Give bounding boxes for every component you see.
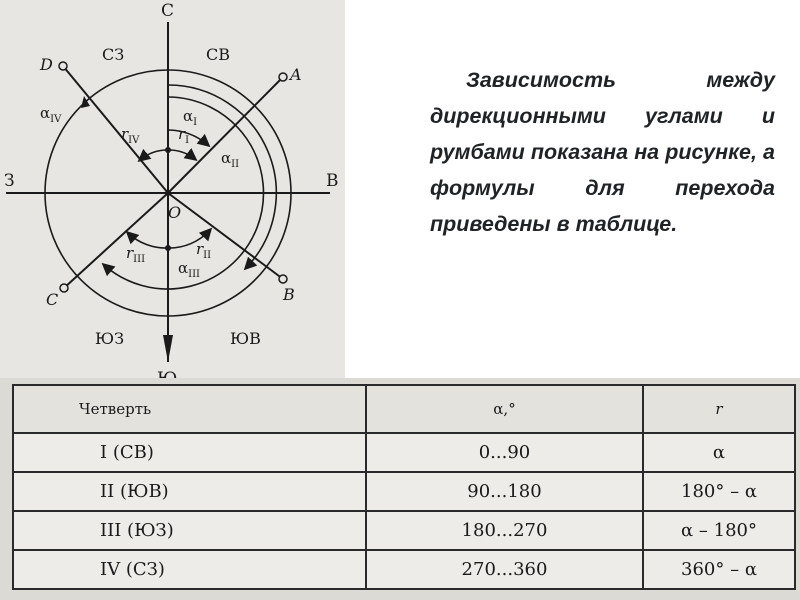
label-alpha-1: $\alpha_I$ bbox=[183, 107, 198, 128]
label-alpha-3: $\alpha_{III}$ bbox=[178, 259, 200, 280]
header-r: r bbox=[643, 385, 795, 433]
r-4-arc bbox=[140, 150, 168, 160]
label-r-1: $r_I$ bbox=[178, 125, 190, 146]
label-alpha-4: $\alpha_{IV}$ bbox=[40, 104, 62, 125]
label-quadrant-ne: СВ bbox=[206, 45, 230, 64]
point-b bbox=[279, 275, 287, 283]
conversion-table bbox=[12, 384, 796, 590]
label-point-a: A bbox=[290, 65, 302, 84]
cell-alpha: 90...180 bbox=[366, 472, 643, 511]
cell-r: α – 180° bbox=[643, 511, 795, 550]
header-alpha: α,° bbox=[366, 385, 643, 433]
label-r-2: $r_{II}$ bbox=[196, 240, 212, 261]
center-point bbox=[165, 190, 171, 196]
label-point-b: B bbox=[283, 285, 295, 304]
label-quadrant-nw: СЗ bbox=[102, 45, 125, 64]
cell-alpha: 270...360 bbox=[366, 550, 643, 589]
label-quadrant-sw: ЮЗ bbox=[95, 329, 125, 348]
cell-alpha: 180...270 bbox=[366, 511, 643, 550]
point-a bbox=[279, 73, 287, 81]
r-1-arc bbox=[168, 150, 195, 159]
point-c bbox=[60, 284, 68, 292]
label-west: З bbox=[4, 171, 15, 191]
table-row bbox=[13, 433, 795, 472]
label-east: В bbox=[326, 171, 339, 191]
caption-text: Зависимость между дирекционными углами и румбами показана на рисунке, а формулы для перехода приведены в таблице. bbox=[430, 68, 775, 236]
conversion-table-panel bbox=[0, 378, 800, 600]
point-d bbox=[59, 62, 67, 70]
south-arrow-icon bbox=[163, 335, 173, 362]
r-2-arc bbox=[168, 230, 210, 248]
label-point-d: D bbox=[40, 55, 53, 74]
header-quarter: Четверть bbox=[13, 385, 366, 433]
label-north: С bbox=[161, 1, 175, 21]
table-row bbox=[13, 472, 795, 511]
cell-r: α bbox=[643, 433, 795, 472]
label-alpha-2: $\alpha_{II}$ bbox=[221, 149, 240, 170]
label-center-o: O bbox=[168, 203, 182, 222]
cell-quarter: IV (СЗ) bbox=[13, 550, 366, 589]
r-3-arc bbox=[128, 233, 168, 248]
cell-r: 180° – α bbox=[643, 472, 795, 511]
table-row bbox=[13, 550, 795, 589]
cell-r: 360° – α bbox=[643, 550, 795, 589]
direction-angle-diagram bbox=[0, 0, 345, 395]
cell-quarter: III (ЮЗ) bbox=[13, 511, 366, 550]
cell-alpha: 0...90 bbox=[366, 433, 643, 472]
cell-quarter: I (СВ) bbox=[13, 433, 366, 472]
diagram-panel bbox=[0, 0, 345, 395]
r-top-point bbox=[165, 147, 171, 153]
table-row bbox=[13, 511, 795, 550]
label-r-3: $r_{III}$ bbox=[126, 244, 146, 265]
label-r-4: $r_{IV}$ bbox=[121, 125, 140, 146]
r-bottom-point bbox=[165, 245, 171, 251]
label-quadrant-se: ЮВ bbox=[230, 329, 261, 348]
label-point-c: C bbox=[46, 290, 59, 309]
table-header-row bbox=[13, 385, 795, 433]
line-od bbox=[63, 66, 168, 193]
cell-quarter: II (ЮВ) bbox=[13, 472, 366, 511]
